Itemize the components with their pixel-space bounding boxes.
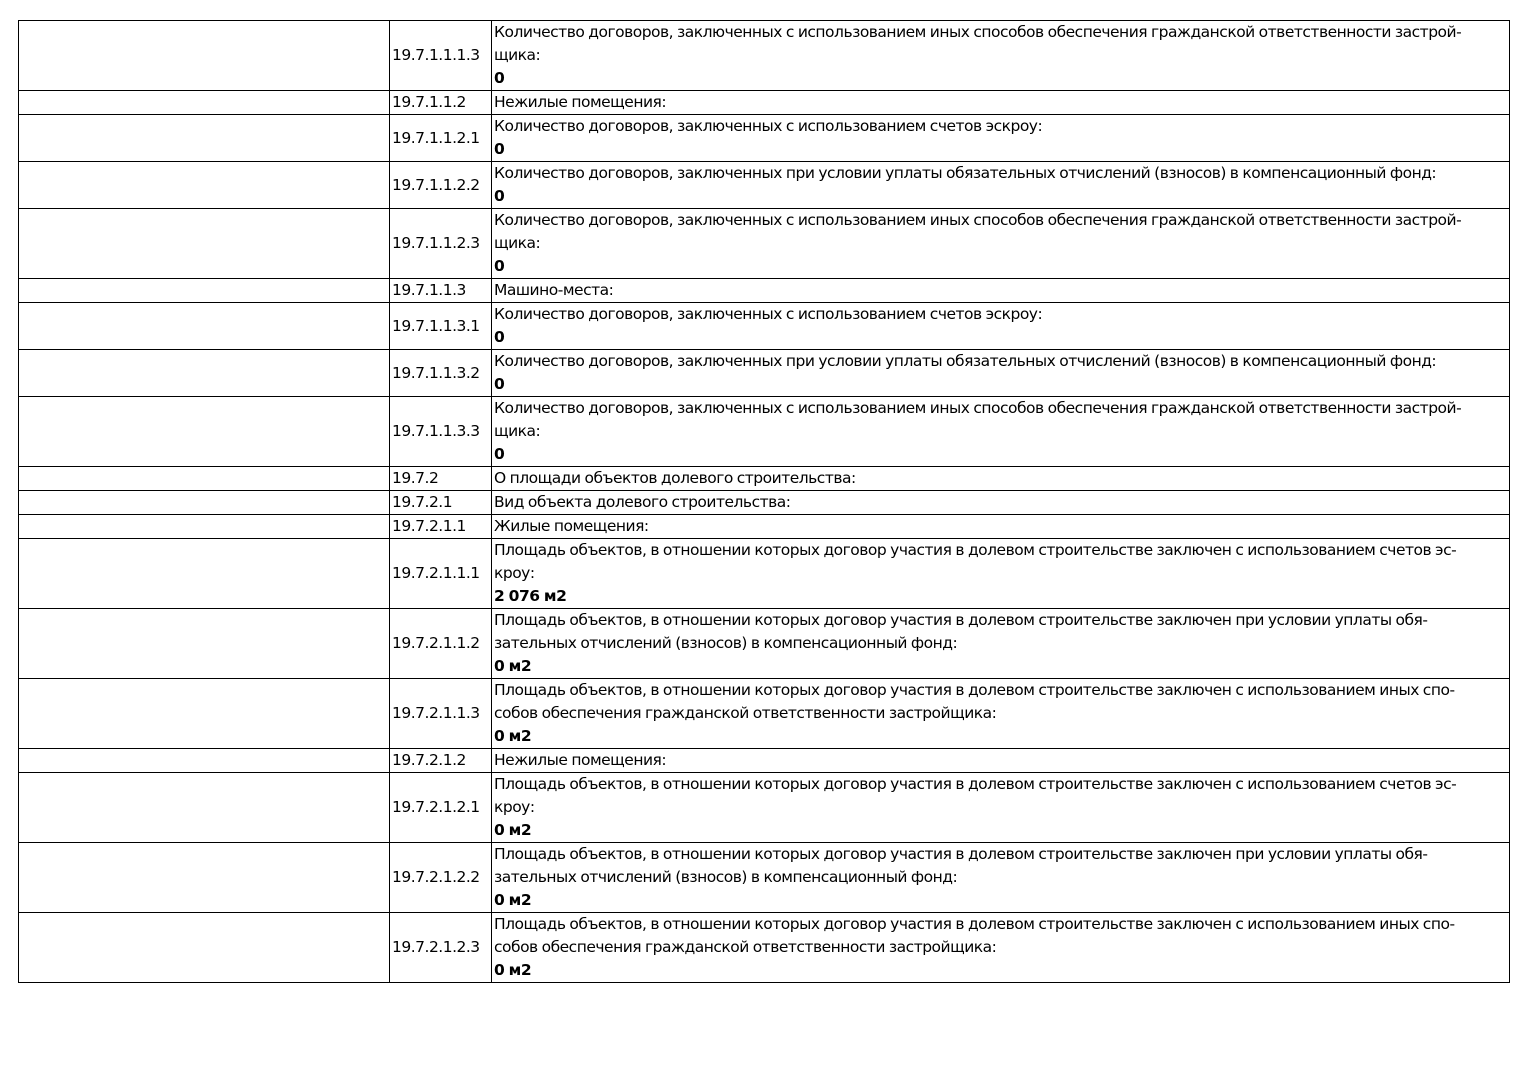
item-label: Площадь объектов, в отношении которых договор участия в долевом строительстве заключен с использованием иных спо- собов обеспечения гражданской ответственности застройщика: [494,915,1455,956]
item-value: 0 [494,187,505,205]
declaration-table-body [19,21,1510,983]
table-row [19,491,1510,515]
table-row [19,773,1510,843]
item-content [492,209,1510,279]
item-label: Вид объекта долевого строительства: [494,493,791,511]
item-content [492,773,1510,843]
item-value: 0 м2 [494,821,532,839]
declaration-table [18,20,1510,983]
item-code: 19.7.2.1.2.3 [390,913,492,983]
item-code: 19.7.2.1.1 [390,515,492,539]
item-content [492,162,1510,209]
item-code: 19.7.2.1 [390,491,492,515]
item-code: 19.7.2.1.2 [390,749,492,773]
item-code: 19.7.1.1.3.2 [390,350,492,397]
empty-cell [19,21,390,91]
table-row [19,913,1510,983]
item-code: 19.7.1.1.3.3 [390,397,492,467]
item-value: 0 [494,69,505,87]
item-content [492,491,1510,515]
item-code: 19.7.1.1.3 [390,279,492,303]
item-content [492,350,1510,397]
item-content [492,467,1510,491]
empty-cell [19,467,390,491]
table-row [19,609,1510,679]
item-code: 19.7.1.1.3.1 [390,303,492,350]
item-content [492,515,1510,539]
item-content [492,91,1510,115]
item-content [492,679,1510,749]
item-label: Площадь объектов, в отношении которых договор участия в долевом строительстве заключен при условии уплаты обя- зательных отчислений (взносов) в компенсационный фонд: [494,611,1428,652]
item-label: Нежилые помещения: [494,751,667,769]
item-label: Нежилые помещения: [494,93,667,111]
item-code: 19.7.2 [390,467,492,491]
table-row [19,515,1510,539]
empty-cell [19,679,390,749]
item-code: 19.7.2.1.2.1 [390,773,492,843]
table-row [19,467,1510,491]
empty-cell [19,491,390,515]
item-content [492,303,1510,350]
item-label: Площадь объектов, в отношении которых договор участия в долевом строительстве заключен с использованием счетов эс- кроу: [494,775,1457,816]
item-content [492,115,1510,162]
table-row [19,350,1510,397]
empty-cell [19,303,390,350]
table-row [19,679,1510,749]
empty-cell [19,397,390,467]
item-value: 0 [494,257,505,275]
empty-cell [19,843,390,913]
item-content [492,21,1510,91]
empty-cell [19,773,390,843]
item-value: 0 [494,375,505,393]
item-value: 2 076 м2 [494,587,567,605]
item-label: Количество договоров, заключенных с использованием счетов эскроу: [494,117,1043,135]
empty-cell [19,162,390,209]
empty-cell [19,609,390,679]
table-row [19,21,1510,91]
item-content [492,843,1510,913]
table-row [19,303,1510,350]
item-label: Площадь объектов, в отношении которых договор участия в долевом строительстве заключен с использованием иных спо- собов обеспечения гражданской ответственности застройщика: [494,681,1455,722]
item-label: Количество договоров, заключенных с использованием счетов эскроу: [494,305,1043,323]
item-code: 19.7.2.1.1.1 [390,539,492,609]
empty-cell [19,350,390,397]
empty-cell [19,279,390,303]
item-content [492,539,1510,609]
item-label: Количество договоров, заключенных при условии уплаты обязательных отчислений (взносов) в компенсационный фонд: [494,164,1437,182]
table-row [19,843,1510,913]
item-value: 0 [494,140,505,158]
table-row [19,397,1510,467]
table-row [19,279,1510,303]
item-code: 19.7.2.1.2.2 [390,843,492,913]
item-label: Количество договоров, заключенных с использованием иных способов обеспечения гражданской ответственности застрой- щика: [494,211,1462,252]
table-row [19,539,1510,609]
empty-cell [19,115,390,162]
item-content [492,609,1510,679]
item-value: 0 м2 [494,961,532,979]
item-code: 19.7.1.1.2.1 [390,115,492,162]
item-label: Площадь объектов, в отношении которых договор участия в долевом строительстве заключен с использованием счетов эс- кроу: [494,541,1457,582]
empty-cell [19,539,390,609]
empty-cell [19,209,390,279]
item-label: Площадь объектов, в отношении которых договор участия в долевом строительстве заключен при условии уплаты обя- зательных отчислений (взносов) в компенсационный фонд: [494,845,1428,886]
table-row [19,749,1510,773]
item-code: 19.7.1.1.2.2 [390,162,492,209]
empty-cell [19,91,390,115]
item-value: 0 м2 [494,657,532,675]
item-content [492,913,1510,983]
empty-cell [19,913,390,983]
table-row [19,209,1510,279]
table-row [19,115,1510,162]
item-code: 19.7.2.1.1.3 [390,679,492,749]
empty-cell [19,749,390,773]
item-content [492,279,1510,303]
item-code: 19.7.2.1.1.2 [390,609,492,679]
item-value: 0 м2 [494,727,532,745]
item-value: 0 [494,328,505,346]
table-row [19,91,1510,115]
item-value: 0 [494,445,505,463]
item-code: 19.7.1.1.1.3 [390,21,492,91]
item-label: Количество договоров, заключенных с использованием иных способов обеспечения гражданской ответственности застрой- щика: [494,23,1462,64]
item-label: Жилые помещения: [494,517,649,535]
item-content [492,749,1510,773]
item-label: Количество договоров, заключенных при условии уплаты обязательных отчислений (взносов) в компенсационный фонд: [494,352,1437,370]
item-content [492,397,1510,467]
item-value: 0 м2 [494,891,532,909]
item-code: 19.7.1.1.2 [390,91,492,115]
empty-cell [19,515,390,539]
item-label: О площади объектов долевого строительства: [494,469,856,487]
item-label: Количество договоров, заключенных с использованием иных способов обеспечения гражданской ответственности застрой- щика: [494,399,1462,440]
item-label: Машино-места: [494,281,614,299]
table-row [19,162,1510,209]
item-code: 19.7.1.1.2.3 [390,209,492,279]
